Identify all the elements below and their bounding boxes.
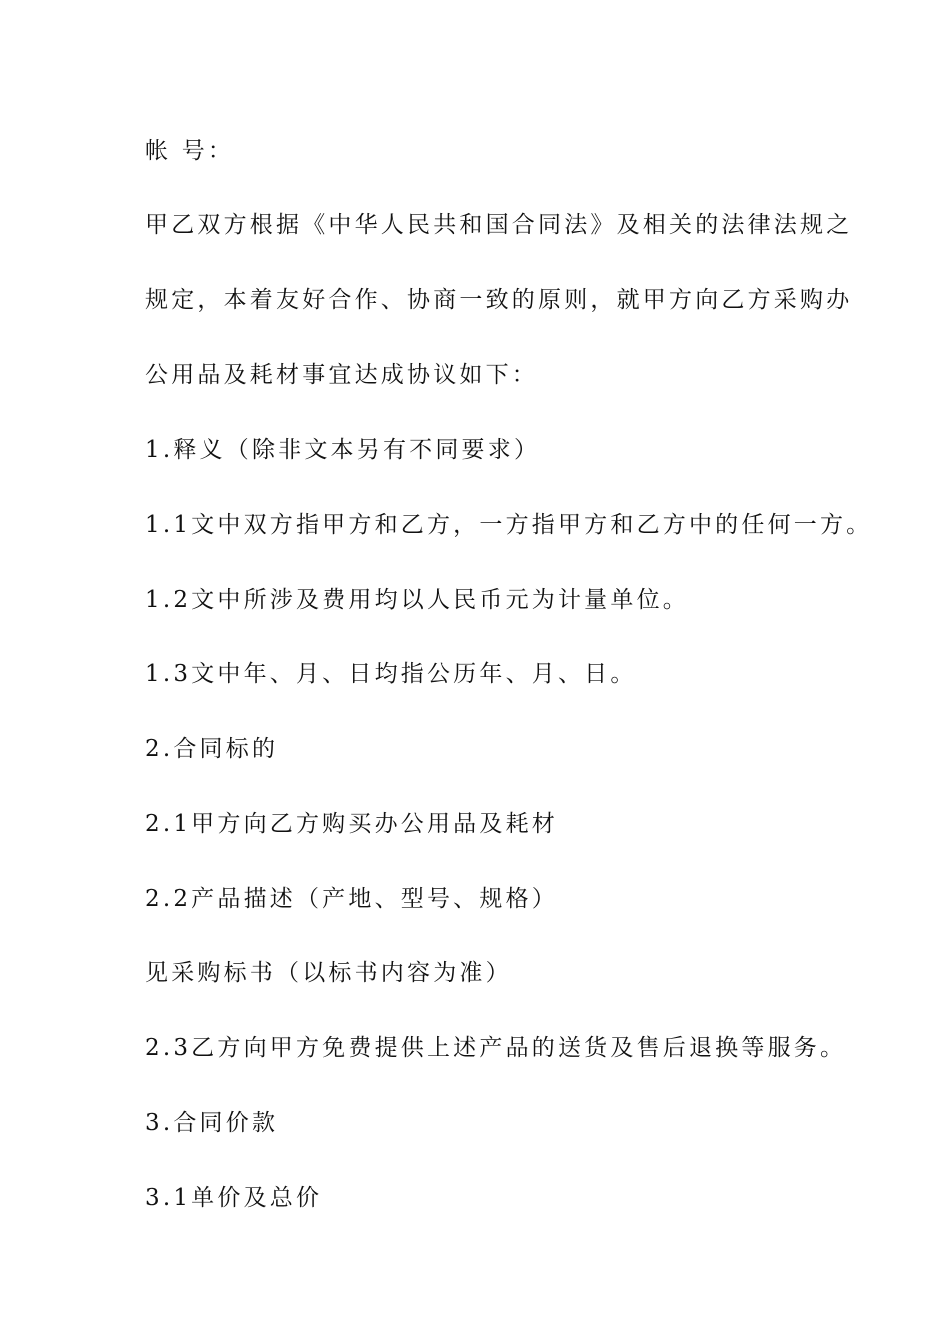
clause-3-1: 3.1单价及总价 — [145, 1185, 323, 1211]
clause-2-2-detail: 见采购标书（以标书内容为准） — [145, 960, 512, 986]
section-1-heading: 1.释义（除非文本另有不同要求） — [145, 437, 541, 463]
clause-2-3: 2.3乙方向甲方免费提供上述产品的送货及售后退换等服务。 — [145, 1035, 847, 1061]
account-label: 帐 号： — [145, 138, 235, 164]
section-3-heading: 3.合同价款 — [145, 1110, 279, 1136]
intro-paragraph-line-2: 规定，本着友好合作、协商一致的原则，就甲方向乙方采购办 — [145, 287, 853, 313]
intro-paragraph-line-3: 公用品及耗材事宜达成协议如下： — [145, 362, 538, 388]
clause-2-2: 2.2产品描述（产地、型号、规格） — [145, 886, 558, 912]
clause-1-2: 1.2文中所涉及费用均以人民币元为计量单位。 — [145, 587, 689, 613]
intro-paragraph-line-1: 甲乙双方根据《中华人民共和国合同法》及相关的法律法规之 — [145, 212, 853, 238]
clause-1-1: 1.1文中双方指甲方和乙方，一方指甲方和乙方中的任何一方。 — [145, 512, 873, 538]
section-2-heading: 2.合同标的 — [145, 736, 279, 762]
clause-1-3: 1.3文中年、月、日均指公历年、月、日。 — [145, 661, 637, 687]
clause-2-1: 2.1甲方向乙方购买办公用品及耗材 — [145, 811, 558, 837]
